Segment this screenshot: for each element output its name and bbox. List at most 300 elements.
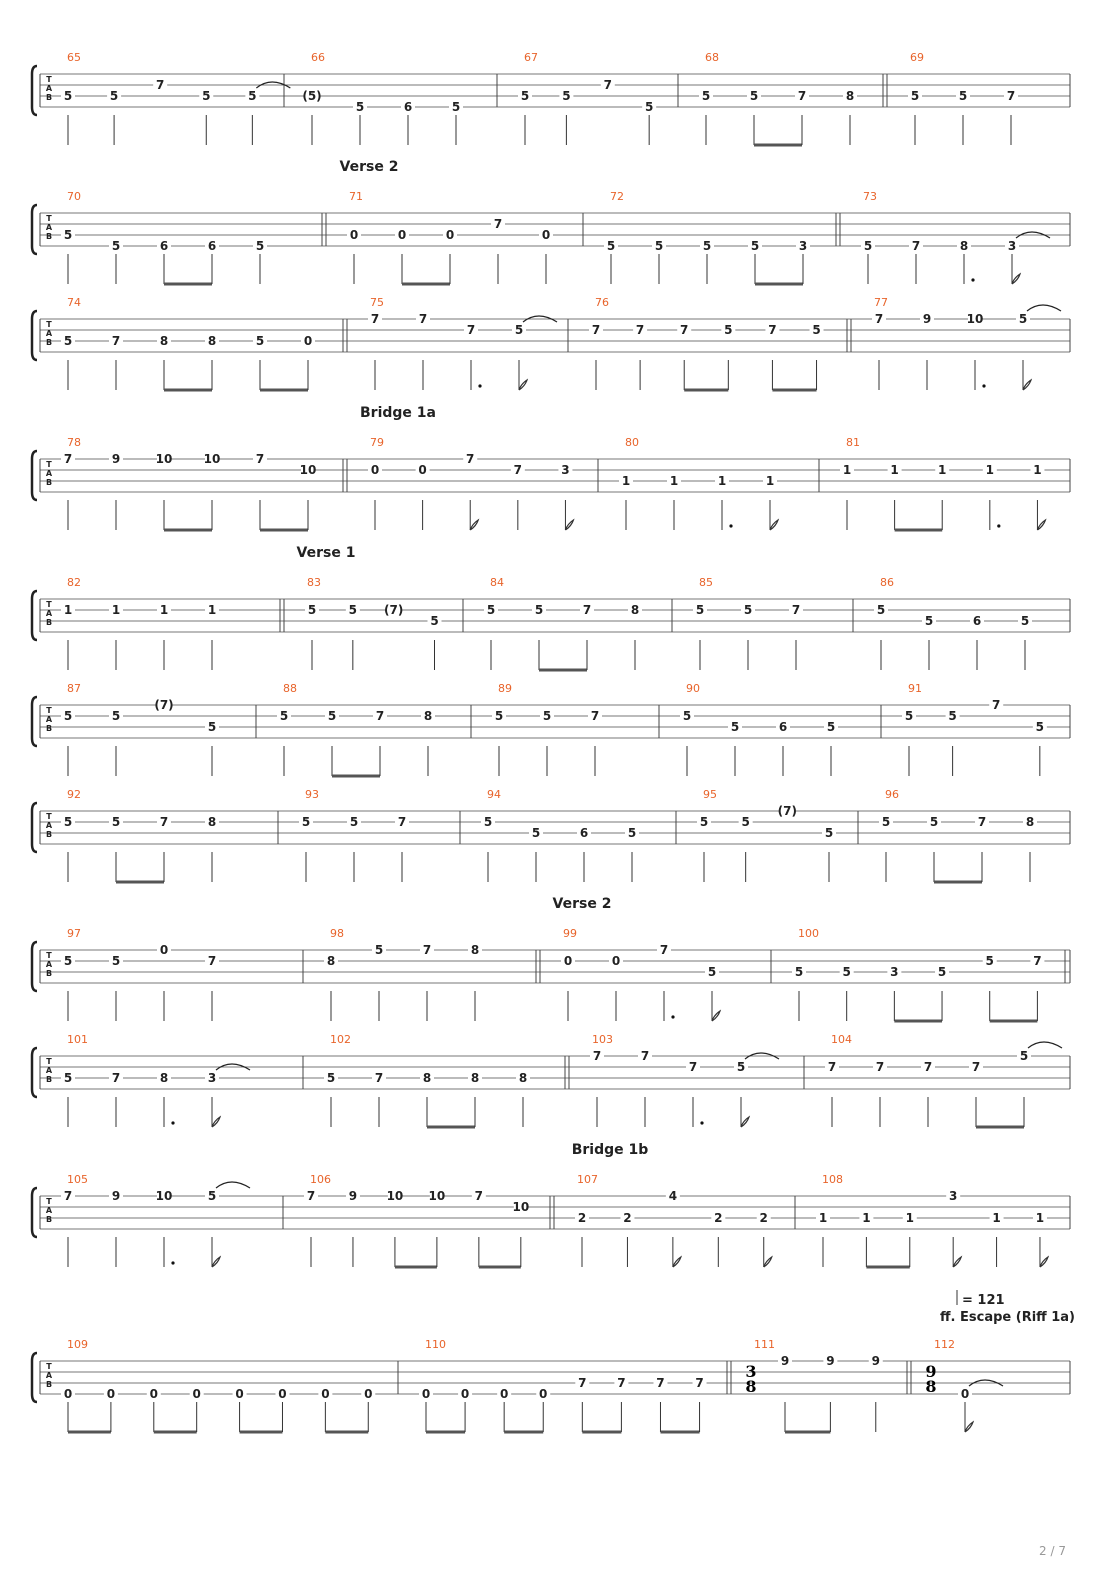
fret-number: 1: [111, 603, 121, 617]
fret-number: 1: [669, 474, 679, 488]
fret-number: 0: [960, 1387, 970, 1401]
fret-number: 9: [871, 1354, 880, 1368]
fret-number: 10: [428, 1189, 446, 1203]
fret-number: 7: [874, 312, 884, 326]
fret-number: 3: [561, 463, 570, 477]
tab-note: [61, 1189, 75, 1267]
fret-number: 5: [627, 826, 637, 840]
tab-clef-letter: B: [45, 93, 53, 102]
fret-number: 5: [494, 709, 504, 723]
fret-number: 5: [63, 228, 73, 242]
fret-number: 1: [985, 463, 995, 477]
system-bracket: [32, 451, 37, 500]
measure-number: 95: [703, 788, 717, 801]
fret-number: 7: [159, 815, 169, 829]
tab-note: [956, 89, 970, 145]
tab-note: [874, 603, 888, 670]
measure: [590, 1033, 779, 1127]
tab-note: [920, 312, 934, 390]
measure-number: 73: [863, 190, 877, 203]
tab-note: [792, 965, 806, 1021]
measure: [305, 576, 442, 670]
fret-number: 1: [159, 603, 169, 617]
tab-note: [429, 1189, 446, 1267]
fret-number: 8: [959, 239, 969, 253]
fret-number: 1: [1035, 1211, 1045, 1225]
tab-note: [109, 603, 123, 670]
tab-note: [492, 709, 506, 776]
system-bracket: [32, 803, 37, 852]
fret-number: 0: [364, 1387, 373, 1401]
fret-number: 1: [905, 1211, 914, 1225]
tab-note: [368, 312, 382, 390]
tab-note: [1004, 89, 1018, 145]
measure: [61, 682, 219, 776]
measure-number: 75: [370, 296, 384, 309]
measure: [518, 51, 656, 145]
tab-note: [969, 1060, 1024, 1127]
tab-note: [304, 1189, 318, 1267]
fret-number: 5: [542, 709, 552, 723]
tab-note: [638, 1049, 652, 1127]
system-bracket: [32, 697, 37, 746]
rhythm-dot: [982, 384, 985, 387]
fret-number: 5: [1020, 614, 1030, 628]
fret-number: 9: [922, 312, 932, 326]
tab-note: [428, 614, 442, 670]
fret-number: 7: [768, 323, 777, 337]
fret-number: 7: [370, 312, 380, 326]
note-flag: [953, 1257, 961, 1267]
tab-note: [190, 1387, 204, 1432]
tab-clef-letter: B: [45, 232, 53, 241]
tab-note: [481, 815, 495, 882]
tab-note: [458, 1387, 472, 1432]
tab-clef-letter: T: [46, 951, 52, 960]
fret-number: 5: [374, 943, 384, 957]
tab-clef-letter: T: [46, 600, 52, 609]
fret-number: 9: [111, 452, 121, 466]
tab-clef-letter: A: [45, 1371, 53, 1380]
tab-note: [346, 1189, 360, 1267]
fret-number: 7: [513, 463, 523, 477]
fret-number: 0: [499, 1387, 509, 1401]
measure: [299, 788, 409, 882]
fret-number: 5: [451, 100, 461, 114]
tab-note: [763, 474, 778, 530]
measure-number: 97: [67, 927, 81, 940]
tab-clef-letter: T: [46, 1197, 52, 1206]
fret-number: 7: [155, 78, 165, 92]
tab-note: [199, 89, 213, 145]
tab-note: [109, 334, 123, 390]
measure: [419, 1338, 707, 1432]
tab-note: [353, 100, 367, 145]
measure-number: 111: [754, 1338, 775, 1351]
fret-number: 5: [326, 1071, 336, 1085]
fret-number: 7: [474, 1189, 484, 1203]
rhythm-dot: [997, 524, 1000, 527]
fret-number: 5: [301, 815, 311, 829]
tab-note: [420, 943, 434, 1021]
tab-note: [300, 463, 317, 530]
tab-note: [747, 89, 802, 145]
fret-number: 7: [640, 1049, 650, 1063]
tab-note: [416, 463, 430, 530]
fret-number: 5: [111, 239, 121, 253]
measure: [861, 190, 1050, 284]
fret-number: 5: [207, 720, 217, 734]
fret-number: (7): [777, 804, 797, 818]
tab-note: [983, 463, 1001, 530]
tab-note: [734, 1053, 779, 1127]
fret-number: 5: [531, 826, 541, 840]
fret-number: 5: [202, 89, 211, 103]
note-flag: [212, 1257, 220, 1267]
fret-number: 7: [63, 452, 73, 466]
system-bracket: [32, 311, 37, 360]
fret-number: 5: [63, 334, 73, 348]
section-label: Bridge 1a: [360, 405, 436, 421]
tab-note: [301, 334, 315, 390]
tab-note: [693, 603, 707, 670]
tab-clef-letter: T: [46, 1057, 52, 1066]
measure-number: 80: [625, 436, 639, 449]
measure-number: 72: [610, 190, 624, 203]
fret-number: 8: [470, 1071, 480, 1085]
tab-note: [824, 720, 838, 776]
fret-number: 5: [63, 954, 73, 968]
fret-number: 5: [486, 603, 496, 617]
measure: [324, 927, 482, 1021]
tab-note: [484, 603, 498, 670]
fret-number: 3: [1007, 239, 1017, 253]
fret-number: 7: [592, 1049, 602, 1063]
tab-note: [205, 239, 219, 284]
fret-number: 1: [63, 603, 73, 617]
tab-note: [205, 603, 219, 670]
tab-note: [1023, 815, 1037, 882]
tab-note: [559, 89, 573, 145]
tab-note: [903, 1211, 917, 1267]
tab-note: [468, 1071, 482, 1127]
measure-number: 76: [595, 296, 609, 309]
fret-number: 3: [890, 965, 899, 979]
measure-number: 77: [874, 296, 888, 309]
fret-number: 3: [207, 1071, 217, 1085]
tab-note: [361, 1387, 375, 1432]
measure-number: 87: [67, 682, 81, 695]
fret-number: 8: [422, 1071, 432, 1085]
tab-clef-letter: A: [45, 1066, 53, 1075]
fret-number: 0: [397, 228, 407, 242]
fret-number: 1: [938, 463, 947, 477]
measure: [61, 190, 267, 284]
tab-note: [741, 603, 755, 670]
measure-number: 84: [490, 576, 504, 589]
tab-note: [822, 826, 836, 882]
fret-number: 5: [279, 709, 289, 723]
tab-note: [558, 463, 573, 530]
measure-number: 112: [934, 1338, 955, 1351]
fret-number: 1: [717, 474, 727, 488]
fret-number: 5: [1019, 1049, 1029, 1063]
measure-number: 69: [910, 51, 924, 64]
tab-note: [302, 89, 321, 145]
staff-system: [32, 296, 1070, 390]
tab-note: [299, 815, 313, 882]
fret-number: 7: [493, 217, 503, 231]
measure: [879, 788, 1037, 882]
tab-note: [205, 1064, 250, 1127]
fret-number: 7: [578, 1376, 587, 1390]
tab-note: [789, 603, 803, 670]
tab-clef-letter: T: [46, 1362, 52, 1371]
tab-note: [825, 1060, 839, 1127]
tab-note: [843, 89, 857, 145]
tab-note: [205, 815, 219, 882]
fret-number: 5: [937, 965, 947, 979]
note-flag: [712, 1011, 720, 1021]
time-signature-top: 3: [745, 1362, 757, 1381]
tab-note: [823, 1354, 837, 1432]
fret-number: 1: [818, 1211, 828, 1225]
measure: [61, 927, 219, 1021]
tab-note: [840, 965, 854, 1021]
measure-number: 92: [67, 788, 81, 801]
fret-number: 5: [654, 239, 664, 253]
measure: [492, 682, 602, 776]
fret-number: 6: [403, 100, 413, 114]
tab-note: [869, 1354, 883, 1432]
measure-number: 107: [577, 1173, 598, 1186]
tab-note: [157, 815, 171, 882]
fret-number: 8: [207, 815, 217, 829]
tab-note: [693, 1376, 707, 1432]
rhythm-dot: [729, 524, 732, 527]
tab-note: [512, 1200, 529, 1267]
measure-number: 81: [846, 436, 860, 449]
note-flag: [965, 1422, 973, 1432]
measure: [925, 1338, 1003, 1432]
tab-note: [421, 709, 435, 776]
measure-number: 96: [885, 788, 899, 801]
fret-number: 5: [749, 89, 759, 103]
tab-note: [739, 815, 753, 882]
fret-number: 5: [826, 720, 836, 734]
fret-number: 5: [248, 89, 257, 103]
staff-system: [32, 405, 1070, 530]
fret-number: 5: [1018, 312, 1028, 326]
fret-number: 10: [512, 1200, 530, 1214]
fret-number: 5: [741, 815, 750, 829]
fret-number: 5: [707, 965, 717, 979]
fret-number: 5: [255, 334, 265, 348]
tab-clef-letter: A: [45, 1206, 53, 1215]
staff-system: [32, 896, 1070, 1021]
tab-note: [347, 228, 361, 284]
tab-note: [347, 815, 361, 882]
tab-note: [795, 89, 809, 145]
tab-note: [776, 720, 790, 776]
measure: [61, 788, 219, 882]
tab-note: [840, 463, 854, 530]
fret-number: 6: [579, 826, 589, 840]
tab-clef-letter: A: [45, 469, 53, 478]
tab-note: [667, 474, 681, 530]
fret-number: 7: [659, 943, 669, 957]
measure: [304, 1173, 529, 1267]
fret-number: 5: [255, 239, 265, 253]
fret-number: 0: [63, 1387, 73, 1401]
fret-number: 5: [881, 815, 891, 829]
tab-note: [61, 954, 75, 1021]
tab-note: [908, 89, 922, 145]
fret-number: 5: [904, 709, 914, 723]
tab-clef-letter: B: [45, 618, 53, 627]
measure: [61, 436, 316, 530]
fret-number: 5: [730, 720, 740, 734]
tab-note: [666, 1189, 681, 1267]
fret-number: 5: [699, 815, 709, 829]
tab-note: [652, 239, 666, 284]
tie-arc: [1027, 305, 1061, 311]
tab-note: [989, 698, 1003, 712]
measure: [61, 1033, 250, 1127]
tab-note: [946, 709, 960, 776]
tab-note: [449, 100, 463, 145]
tab-note: [589, 323, 603, 390]
note-flag: [1037, 520, 1045, 530]
fret-number: 5: [348, 603, 358, 617]
fret-number: 0: [418, 463, 427, 477]
tab-note: [253, 334, 308, 390]
tab-note: [518, 89, 532, 145]
fret-number: 7: [977, 815, 987, 829]
tab-clef-letter: B: [45, 1380, 53, 1389]
tab-clef-letter: B: [45, 724, 53, 733]
fret-number: 2: [577, 1211, 587, 1225]
tab-note: [778, 804, 797, 818]
tab-note: [677, 323, 728, 390]
measure: [561, 927, 720, 1021]
staff-system: [32, 159, 1070, 284]
fret-number: 0: [149, 1387, 158, 1401]
measure-number: 74: [67, 296, 81, 309]
riff-marker: ff. Escape (Riff 1a): [940, 1310, 1075, 1325]
fret-number: 10: [155, 452, 173, 466]
measure-number: 98: [330, 927, 344, 940]
tab-note: [61, 1071, 75, 1127]
fret-number: 10: [386, 1189, 404, 1203]
fret-number: 5: [606, 239, 616, 253]
fret-number: 8: [207, 334, 217, 348]
rhythm-dot: [971, 278, 974, 281]
tab-note: [516, 1071, 530, 1127]
tab-note: [154, 698, 173, 712]
fret-number: 5: [743, 603, 753, 617]
tab-note: [443, 228, 457, 284]
tab-note: [109, 1071, 123, 1127]
measure: [816, 1173, 1048, 1267]
measure: [792, 927, 1065, 1021]
fret-number: 5: [63, 1071, 73, 1085]
tab-note: [61, 89, 75, 145]
measure: [699, 51, 857, 145]
tab-note: [861, 239, 875, 284]
tab-note: [699, 89, 713, 145]
fret-number: 5: [63, 89, 73, 103]
measure-number: 67: [524, 51, 538, 64]
fret-number: 5: [958, 89, 968, 103]
note-flag: [565, 520, 573, 530]
tab-note: [879, 815, 893, 882]
tab-note: [395, 228, 450, 284]
measure: [745, 1338, 882, 1432]
measure-number: 94: [487, 788, 501, 801]
fret-number: 0: [460, 1387, 470, 1401]
rhythm-dot: [671, 1015, 674, 1018]
measure: [347, 190, 553, 284]
fret-number: 3: [948, 1189, 958, 1203]
measure: [697, 788, 836, 882]
fret-number: 1: [765, 474, 775, 488]
fret-number: 6: [159, 239, 169, 253]
tab-note: [324, 954, 338, 1021]
staff-system: [32, 545, 1070, 670]
fret-number: 5: [736, 1060, 746, 1074]
fret-number: 5: [724, 323, 733, 337]
tab-note: [529, 826, 543, 882]
measure-number: 71: [349, 190, 363, 203]
fret-number: 5: [111, 815, 121, 829]
tab-note: [619, 474, 633, 530]
tab-clef-letter: T: [46, 812, 52, 821]
fret-number: 7: [992, 698, 1001, 712]
system-bracket: [32, 1188, 37, 1237]
tab-note: [946, 1189, 961, 1267]
tab-clef-letter: A: [45, 609, 53, 618]
tab-clef-letter: A: [45, 960, 53, 969]
tab-clef-letter: B: [45, 830, 53, 839]
fret-number: 0: [235, 1387, 244, 1401]
fret-number: 7: [695, 1376, 704, 1390]
tab-clef-letter: A: [45, 715, 53, 724]
fret-number: 5: [514, 323, 524, 337]
fret-number: 0: [321, 1387, 330, 1401]
fret-number: 5: [948, 709, 957, 723]
measure: [61, 1173, 250, 1267]
tab-note: [1017, 1042, 1062, 1127]
fret-number: 5: [863, 239, 873, 253]
measure: [902, 682, 1047, 776]
fret-number: 7: [111, 1071, 121, 1085]
fret-number: 5: [876, 603, 886, 617]
measure-number: 91: [908, 682, 922, 695]
fret-number: 7: [791, 603, 801, 617]
fret-number: 10: [299, 463, 317, 477]
tab-note: [927, 815, 982, 882]
fret-number: 6: [778, 720, 788, 734]
fret-number: 7: [591, 323, 601, 337]
tab-note: [107, 89, 121, 145]
fret-number: 5: [750, 239, 760, 253]
tab-note: [205, 954, 219, 1021]
section-label: Verse 1: [296, 545, 356, 561]
measure: [589, 296, 824, 390]
staff-system: [32, 1290, 1075, 1432]
tab-note: [395, 815, 409, 882]
